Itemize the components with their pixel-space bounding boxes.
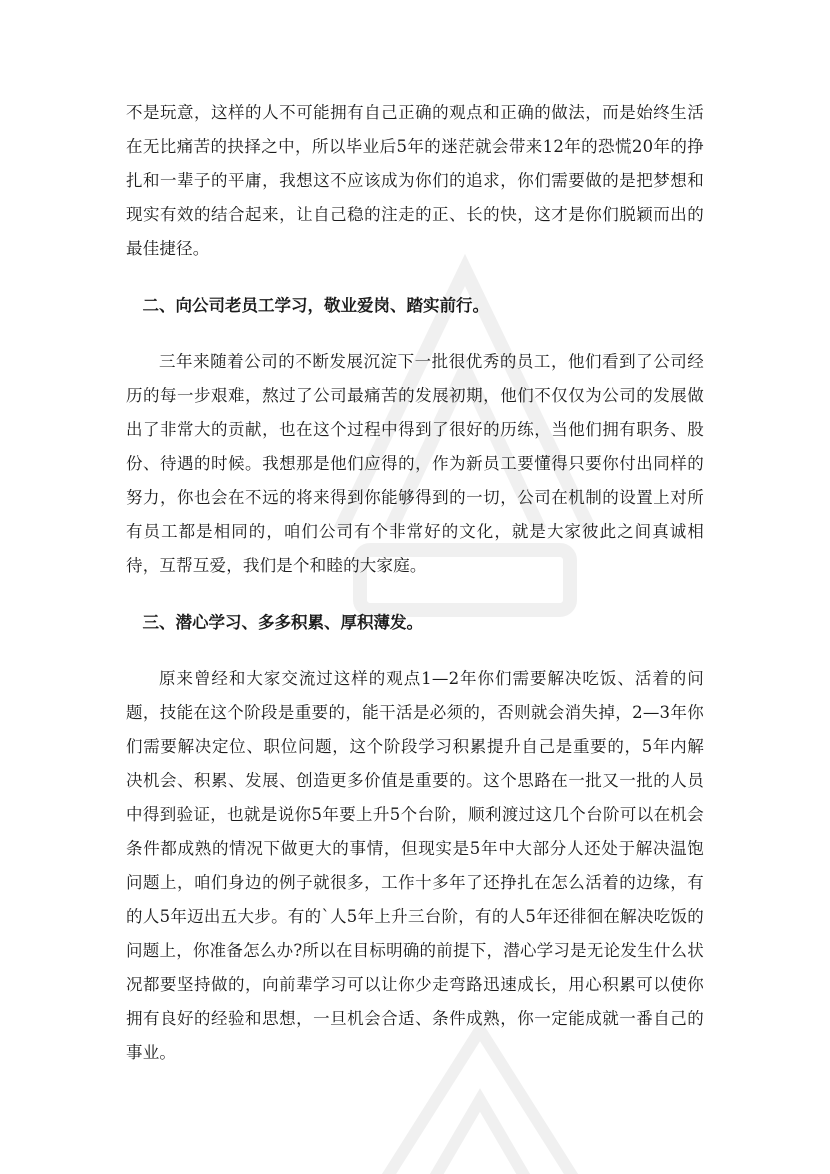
section-heading-three: 三、潜心学习、多多积累、厚积薄发。 xyxy=(142,613,423,632)
document-body xyxy=(126,96,704,1070)
section-heading-two: 二、向公司老员工学习，敬业爱岗、踏实前行。 xyxy=(142,296,489,315)
paragraph-intro-continuation: 不是玩意，这样的人不可能拥有自己正确的观点和正确的做法，而是始终生活在无比痛苦的抉择之中，所以毕业后5年的迷茫就会带来12年的恐慌20年的挣扎和一辈子的平庸，我想这不应该成为你们的追求，你们需要做的是把梦想和现实有效的结合起来，让自己稳的注走的正、长的快，这才是你们脱颖而出的最佳捷径。 xyxy=(126,103,704,258)
paragraph-accumulate: 原来曾经和大家交流过这样的观点1—2年你们需要解决吃饭、活着的问题，技能在这个阶段是重要的，能干活是必须的，否则就会消失掉，2—3年你们需要解决定位、职位问题，这个阶段学习积累提升自己是重要的，5年内解决机会、积累、发展、创造更多价值是重要的。这个思路在一批又一批的人员中得到验证，也就是说你5年要上升5个台阶，顺利渡过这几个台阶可以在机会条件都成熟的情况下做更大的事情，但现实是5年中大部分人还处于解决温饱问题上，咱们身边的例子就很多，工作十多年了还挣扎在怎么活着的边缘，有的人5年迈出五大步。有的`人5年上升三台阶，有的人5年还徘徊在解决吃饭的问题上，你准备怎么办?所以在目标明确的前提下，潜心学习是无论发生什么状况都要坚持做的，向前辈学习可以让你少走弯路迅速成长，用心积累可以使你拥有良好的经验和思想，一旦机会合适、条件成熟，你一定能成就一番自己的事业。 xyxy=(126,669,704,1062)
paragraph-learn-from-veterans: 三年来随着公司的不断发展沉淀下一批很优秀的员工，他们看到了公司经历的每一步艰难，熬过了公司最痛苦的发展初期，他们不仅仅为公司的发展做出了非常大的贡献，也在这个过程中得到了很好的历练，当他们拥有职务、股份、待遇的时候。我想那是他们应得的，作为新员工要懂得只要你付出同样的努力，你也会在不远的将来得到你能够得到的一切，公司在机制的设置上对所有员工都是相同的，咱们公司有个非常好的文化，就是大家彼此之间真诚相待，互帮互爱，我们是个和睦的大家庭。 xyxy=(126,352,704,575)
